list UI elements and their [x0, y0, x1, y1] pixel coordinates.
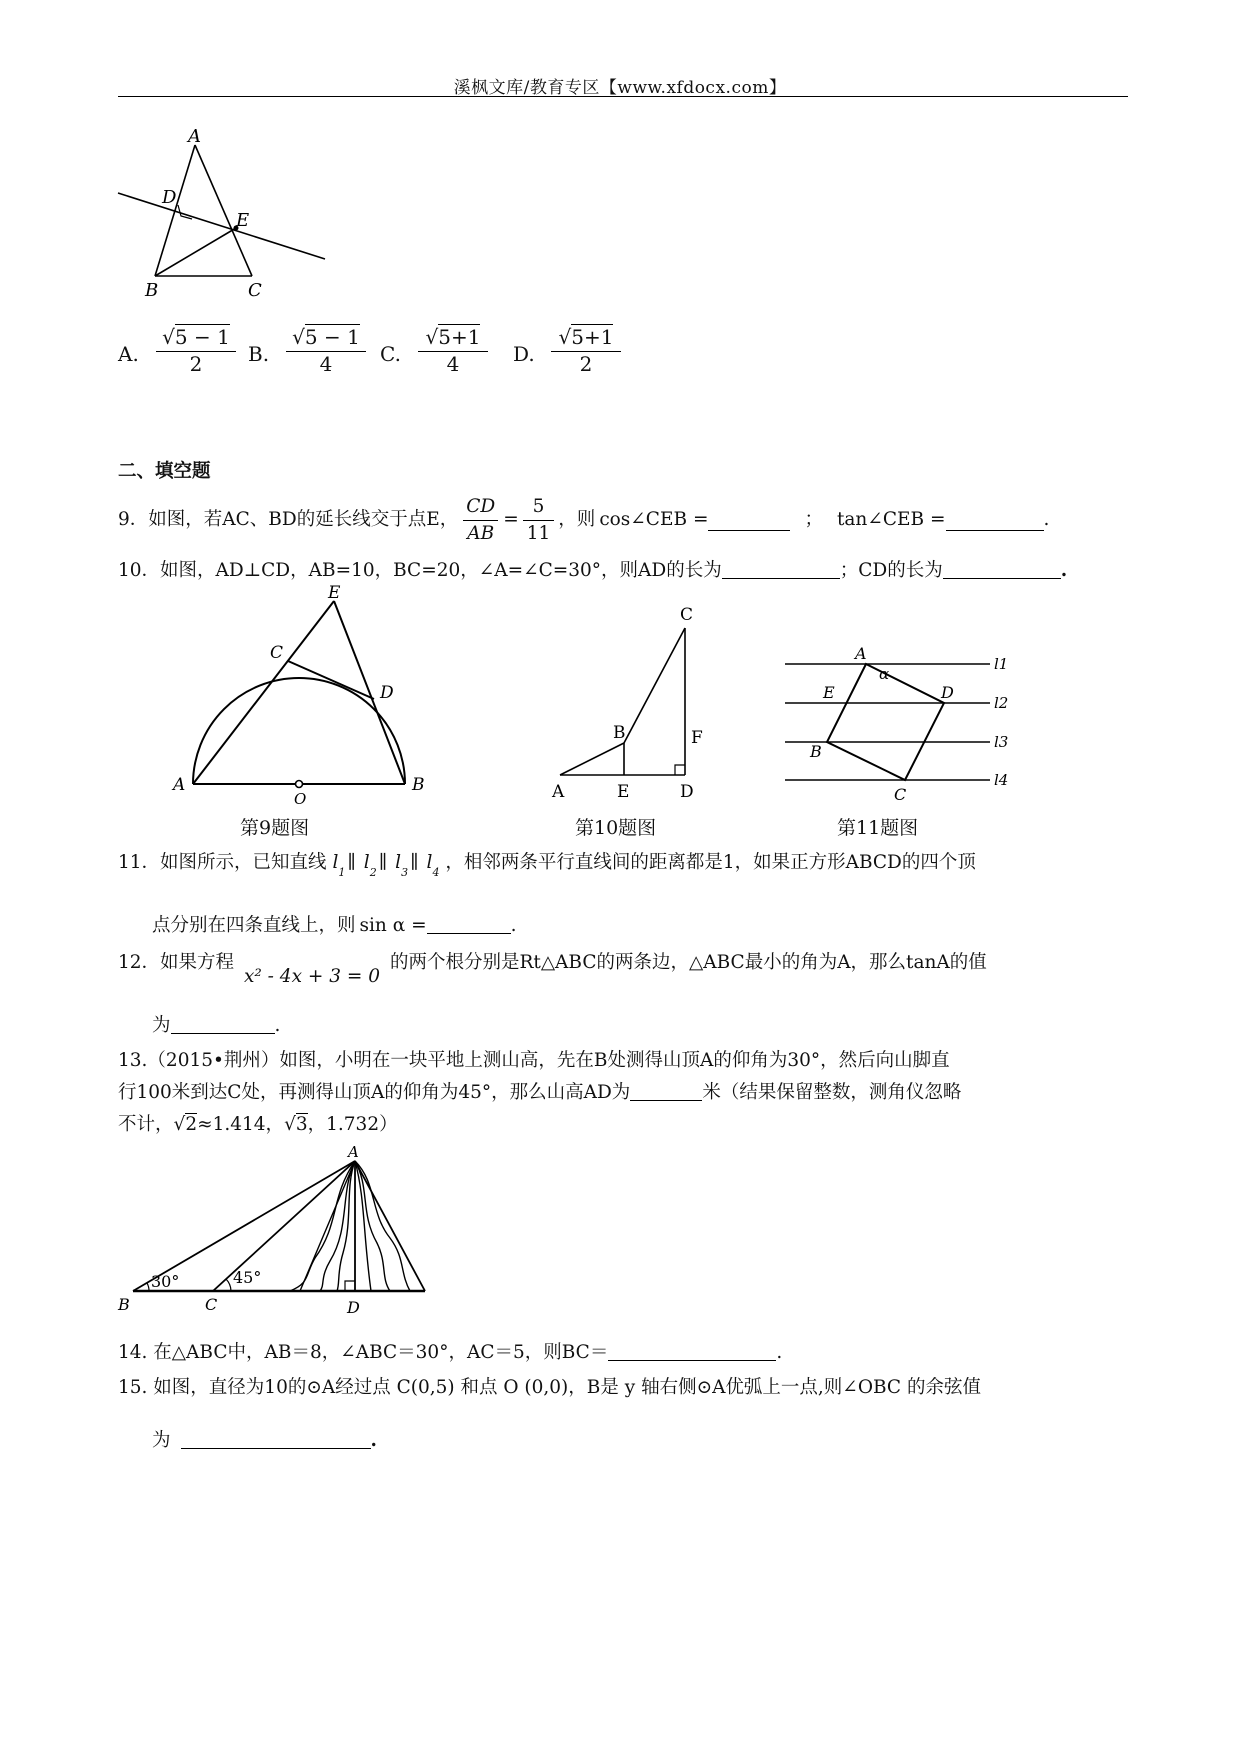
q9-tan-blank[interactable] [946, 510, 1044, 531]
caption-fig9: 第9题图 [240, 817, 310, 839]
question-15: 15. 如图，直径为10的⊙A经过点 C(0,5) 和点 O (0,0)，B是 y 轴右侧⊙A优弧上一点,则∠OBC 的余弦值 [118, 1377, 981, 1398]
label-C: C [680, 605, 694, 625]
caption-fig10: 第10题图 [575, 817, 657, 839]
label-D: D [941, 683, 954, 702]
label-alpha: α [879, 665, 890, 683]
label-O: O [294, 790, 307, 808]
option-d-value: √5+1 2 [551, 325, 621, 376]
label-E: E [617, 782, 630, 802]
q9-cos-blank[interactable] [708, 510, 790, 531]
question-13-line1: 13.（2015•荆州）如图，小明在一块平地上测山高，先在B处测得山顶A的仰角为30°，然后向山脚直 [118, 1050, 950, 1071]
figure-10 [540, 600, 720, 805]
option-a-value: √5 − 1 2 [156, 325, 236, 376]
figure-13 [115, 1143, 435, 1318]
question-14: 14. 在△ABC中，AB＝8，∠ABC＝30°，AC＝5，则BC＝ . [118, 1342, 783, 1363]
label-D: D [347, 1298, 360, 1317]
label-l1: l1 [994, 655, 1009, 673]
page-header: 溪枫文库/教育专区【www.xfdocx.com】 [453, 78, 787, 98]
q9-fraction-cd-ab: $\frac{CD}{AB}$ [462, 494, 499, 547]
question-12: 12．如果方程 x² - 4x + 3 = 0 的两个根分别是Rt△ABC的两条边，△ABC最小的角为A，那么tanA的值 [118, 952, 987, 987]
label-E: E [236, 210, 250, 231]
label-A: A [855, 644, 867, 663]
label-E: E [823, 683, 835, 702]
q11-blank[interactable] [427, 913, 511, 934]
label-B: B [145, 280, 159, 301]
header-rule [118, 96, 1128, 97]
question-11-line2: 点分别在四条直线上，则 sin α = . [152, 915, 517, 936]
label-B: B [810, 742, 822, 761]
question-13-line2: 行100米到达C处，再测得山顶A的仰角为45°，那么山高AD为 米（结果保留整数，测角仪忽略 [118, 1082, 962, 1103]
q14-blank[interactable] [608, 1340, 776, 1361]
label-E: E [328, 583, 341, 603]
section-title: 二、填空题 [118, 461, 211, 482]
label-A: A [348, 1143, 359, 1161]
q10-ad-blank[interactable] [722, 558, 840, 579]
q8-options [118, 325, 638, 385]
label-B: B [412, 775, 425, 795]
question-15-line2: 为 . [152, 1430, 377, 1451]
label-A: A [188, 126, 201, 147]
question-13-line3: 不计，√2≈1.414，√3，1.732） [118, 1114, 398, 1135]
q9-text: 9．如图，若AC、BD的延长线交于点E， [118, 509, 459, 530]
question-9: 9．如图，若AC、BD的延长线交于点E， $\frac{CD}{AB}$ = $\frac{5}{11}$ ，则 cos∠CEB = ； tan∠CEB = . [118, 492, 1049, 548]
figure-11 [780, 640, 1020, 805]
label-B: B [118, 1295, 130, 1314]
label-D: D [680, 782, 694, 802]
option-a-letter: A. [118, 342, 139, 366]
label-l2: l2 [994, 694, 1009, 712]
q12-blank[interactable] [171, 1013, 275, 1034]
label-C: C [248, 280, 262, 301]
label-A: A [552, 782, 565, 802]
option-c-value: √5+1 4 [418, 325, 488, 376]
question-11: 11．如图所示，已知直线 $l_1$ ∥ $l_2$ ∥ $l_3$ ∥ $l_4$ ，相邻两条平行直线间的距离都是1，如果正方形ABCD的四个顶 [118, 852, 976, 879]
question-10: 10．如图，AD⊥CD，AB=10，BC=20，∠A=∠C=30°，则AD的长为 ；CD的长为 . [118, 560, 1068, 581]
caption-fig11: 第11题图 [837, 817, 919, 839]
angle-45: 45° [233, 1268, 262, 1287]
label-l4: l4 [994, 771, 1009, 789]
label-D: D [162, 187, 177, 208]
q9-tan-label: tan∠CEB = [836, 509, 946, 530]
figure-9 [168, 583, 448, 808]
option-b-value: √5 − 1 4 [286, 325, 366, 376]
label-C: C [894, 785, 907, 804]
label-C: C [205, 1295, 218, 1314]
q10-cd-blank[interactable] [943, 558, 1061, 579]
label-B: B [613, 723, 626, 743]
q15-blank[interactable] [181, 1428, 371, 1449]
q13-blank[interactable] [630, 1080, 702, 1101]
option-c-letter: C. [380, 342, 401, 366]
label-C: C [270, 643, 284, 663]
figure-q8 [115, 125, 335, 300]
q9-cos-label: cos∠CEB = [599, 509, 709, 530]
label-l3: l3 [994, 733, 1009, 751]
option-d-letter: D. [513, 342, 535, 366]
question-12-line2: 为 . [152, 1015, 281, 1036]
q12-equation: x² - 4x + 3 = 0 [243, 966, 381, 987]
label-D: D [380, 683, 394, 703]
q9-fraction-5-11: $\frac{5}{11}$ [523, 494, 555, 547]
option-b-letter: B. [248, 342, 270, 366]
label-F: F [691, 728, 703, 748]
angle-30: 30° [151, 1272, 180, 1291]
label-A: A [173, 775, 186, 795]
